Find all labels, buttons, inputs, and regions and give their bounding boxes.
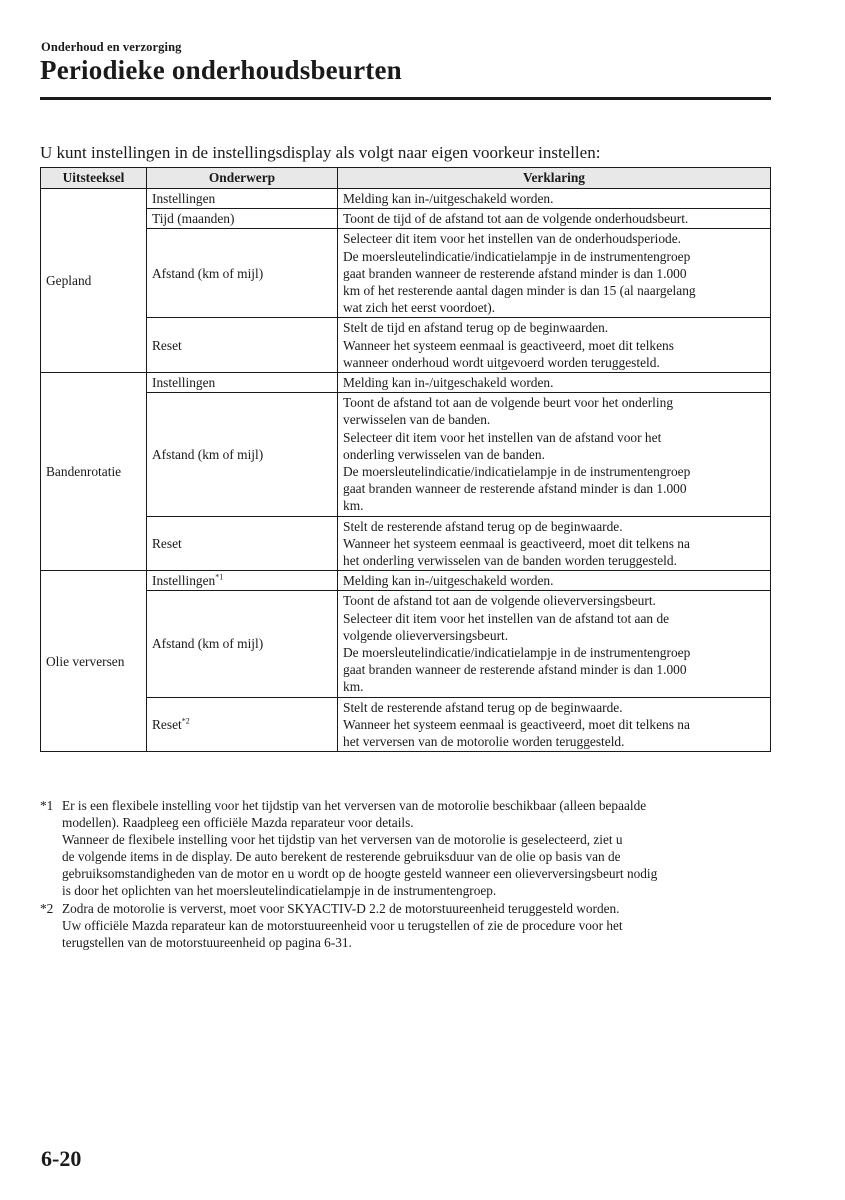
description-line: Wanneer het systeem eenmaal is geactiveerd, moet dit telkens na (343, 535, 690, 551)
footnote-line: is door het oplichten van het moersleutelindicatielampje in de instrumentengroep. (62, 883, 497, 899)
description-line: Toont de tijd of de afstand tot aan de volgende onderhoudsbeurt. (343, 211, 689, 227)
section-label: Onderhoud en verzorging (41, 40, 182, 54)
column-header-onderwerp: Onderwerp (147, 168, 338, 189)
category-cell: Gepland (41, 189, 147, 373)
description-line: km. (343, 498, 364, 514)
description-line: volgende olieverversingsbeurt. (343, 627, 509, 643)
description-line: Selecteer dit item voor het instellen van de afstand tot aan de (343, 610, 670, 626)
footnote-line: modellen). Raadpleeg een officiële Mazda reparateur voor details. (62, 815, 414, 831)
description-line: km. (343, 679, 364, 695)
footnote-body (62, 797, 775, 900)
item-label: Instellingen (152, 375, 216, 391)
description-line: Toont de afstand tot aan de volgende beurt voor het onderling (343, 395, 674, 411)
description-line: De moersleutelindicatie/indicatielampje in de instrumentengroep (343, 645, 691, 661)
table-row (41, 373, 771, 393)
table-body (41, 189, 771, 752)
table-row (41, 393, 771, 516)
item-label: Afstand (km of mijl) (152, 446, 264, 462)
page-number: 6-20 (41, 1146, 82, 1171)
footnote (40, 797, 775, 900)
footnote-line: Er is een flexibele instelling voor het tijdstip van het verversen van de motorolie beschikbaar (alleen bepaalde (62, 798, 647, 813)
page-title: Periodieke onderhoudsbeurten (40, 55, 402, 85)
description-line: Toont de afstand tot aan de volgende olieverversingsbeurt. (343, 593, 656, 609)
description-line: onderling verwisselen van de banden. (343, 446, 545, 462)
category-cell: Olie verversen (41, 571, 147, 752)
table-row (41, 697, 771, 752)
table-row (41, 318, 771, 373)
item-cell (147, 697, 338, 752)
item-label: Instellingen (152, 191, 216, 206)
description-line: Wanneer het systeem eenmaal is geactiveerd, moet dit telkens na (343, 716, 690, 732)
table-row (41, 189, 771, 209)
footnote-marker: *2 (40, 900, 54, 916)
description-line: km of het resterende aantal dagen minder is dan 15 (al naargelang (343, 283, 696, 299)
description-line: gaat branden wanneer de resterende afstand minder is dan 1.000 (343, 265, 687, 281)
description-line: het onderling verwisselen van de banden worden teruggesteld. (343, 553, 677, 569)
item-label: Afstand (km of mijl) (152, 636, 264, 652)
footnote-line: terugstellen van de motorstuureenheid op pagina 6-31. (62, 934, 352, 950)
footnote-body (62, 900, 775, 951)
item-cell (147, 209, 338, 229)
description-cell (338, 697, 771, 752)
table-row (41, 571, 771, 591)
description-line: wanneer onderhoud wordt uitgevoerd worden teruggesteld. (343, 354, 660, 370)
table-row (41, 209, 771, 229)
description-line: Selecteer dit item voor het instellen van de onderhoudsperiode. (343, 231, 682, 247)
description-cell (338, 209, 771, 229)
description-line: Melding kan in-/uitgeschakeld worden. (343, 573, 554, 589)
column-header-verklaring: Verklaring (338, 168, 771, 189)
maintenance-table (40, 167, 771, 752)
footnote-line: Wanneer de flexibele instelling voor het tijdstip van het verversen van de motorolie is geselecteerd, ziet u (62, 832, 623, 848)
footnote-line: de volgende items in de display. De auto berekent de resterende gebruiksduur van de olie op basis van de (62, 849, 621, 865)
item-cell (147, 393, 338, 516)
item-cell (147, 318, 338, 373)
item-cell (147, 571, 338, 591)
item-label: Tijd (maanden) (152, 211, 235, 227)
description-line: Stelt de resterende afstand terug op de beginwaarde. (343, 699, 623, 715)
category-cell: Bandenrotatie (41, 373, 147, 571)
description-line: Melding kan in-/uitgeschakeld worden. (343, 191, 554, 206)
table-header (41, 168, 771, 189)
intro-text: U kunt instellingen in de instellingsdisplay als volgt naar eigen voorkeur instellen: (40, 143, 601, 162)
description-line: Stelt de resterende afstand terug op de beginwaarde. (343, 518, 623, 534)
description-cell (338, 229, 771, 318)
title-rule (40, 97, 771, 100)
description-line: wat zich het eerst voordoet). (343, 300, 496, 316)
description-cell (338, 516, 771, 571)
footnote-line: gebruiksomstandigheden van de motor en u wordt op de hoogte gesteld wanneer een olieverversingsbeurt nodig (62, 866, 658, 882)
table-row (41, 229, 771, 318)
item-label: Reset (152, 337, 182, 353)
table-row (41, 516, 771, 571)
table-row (41, 591, 771, 697)
description-line: Melding kan in-/uitgeschakeld worden. (343, 375, 554, 391)
description-line: Wanneer het systeem eenmaal is geactiveerd, moet dit telkens (343, 337, 674, 353)
description-cell (338, 318, 771, 373)
footnote-marker: *1 (40, 798, 54, 813)
item-label: Instellingen (152, 573, 216, 589)
item-cell (147, 373, 338, 393)
footnote-line: Uw officiële Mazda reparateur kan de motorstuureenheid voor u terugstellen of zie de procedure voor het (62, 917, 623, 933)
description-line: gaat branden wanneer de resterende afstand minder is dan 1.000 (343, 662, 687, 678)
item-label: Reset (152, 716, 182, 732)
description-cell (338, 393, 771, 516)
description-line: De moersleutelindicatie/indicatielampje in de instrumentengroep (343, 248, 691, 264)
description-cell (338, 189, 771, 209)
description-line: verwisselen van de banden. (343, 412, 491, 428)
description-line: het verversen van de motorolie worden teruggesteld. (343, 734, 625, 750)
item-cell (147, 189, 338, 209)
item-label: Reset (152, 535, 182, 551)
description-line: De moersleutelindicatie/indicatielampje in de instrumentengroep (343, 464, 691, 480)
description-line: Selecteer dit item voor het instellen van de afstand voor het (343, 429, 662, 445)
description-cell (338, 373, 771, 393)
description-line: Stelt de tijd en afstand terug op de beginwaarden. (343, 320, 609, 336)
item-label: Afstand (km of mijl) (152, 265, 264, 281)
description-line: gaat branden wanneer de resterende afstand minder is dan 1.000 (343, 481, 687, 497)
footnote (40, 900, 775, 951)
column-header-uitsteeksel: Uitsteeksel (41, 168, 147, 189)
item-cell (147, 591, 338, 697)
footnote-line: Zodra de motorolie is ververst, moet voor SKYACTIV-D 2.2 de motorstuureenheid teruggesteld worden. (62, 900, 620, 916)
item-cell (147, 516, 338, 571)
header-row (41, 168, 771, 189)
description-cell (338, 591, 771, 697)
footnote-mark: *1 (215, 572, 224, 582)
description-cell (338, 571, 771, 591)
footnote-mark: *2 (181, 716, 190, 726)
footnotes (40, 797, 775, 951)
item-cell (147, 229, 338, 318)
